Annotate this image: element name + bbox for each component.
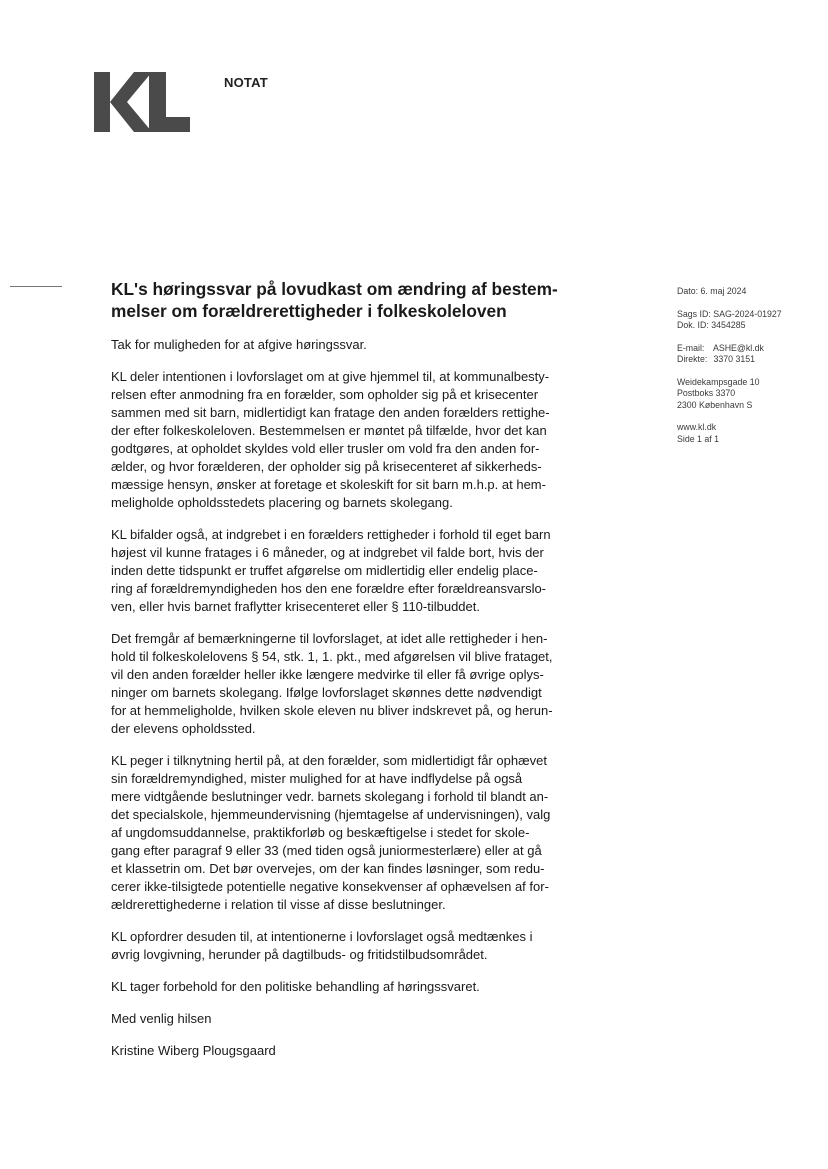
dok-id-label: Dok. ID: [677, 320, 709, 330]
sags-id-row [677, 309, 817, 321]
paragraph-line: Tak for muligheden for at afgive høringssvar. [111, 337, 367, 352]
paragraph-line: højest vil kunne fratages i 6 måneder, og at indgrebet vil falde bort, hvis der [111, 545, 544, 560]
paragraph-line: der elevens opholdssted. [111, 721, 256, 736]
address-line: Weidekampsgade 10 [677, 376, 760, 387]
body-paragraph [111, 526, 571, 616]
body-paragraph [111, 630, 571, 738]
body-paragraph [111, 1010, 571, 1028]
direct-phone-row [677, 354, 817, 366]
paragraph-line: ninger om barnets skolegang. Ifølge lovforslaget skønnes dette nødvendigt [111, 685, 542, 700]
body-paragraph [111, 928, 571, 964]
body-paragraph [111, 752, 571, 914]
address-line: 2300 København S [677, 399, 753, 410]
paragraph-line: sin forældremyndighed, mister mulighed for at have indflydelse på også [111, 771, 523, 786]
sags-id-label: Sags ID: [677, 308, 711, 319]
address-line: Postboks 3370 [677, 388, 736, 398]
sags-id-value: SAG-2024-01927 [713, 308, 782, 319]
paragraph-line: mæssige hensyn, ønsker at foretage et skoleskift for sit barn m.h.p. at hem- [111, 477, 546, 492]
date-row [677, 286, 817, 298]
paragraph-line: gang efter paragraf 9 eller 33 (med tiden også juniormesterlære) eller at gå [111, 843, 542, 858]
email-row [677, 343, 817, 355]
date-value: 6. maj 2024 [700, 286, 747, 296]
kl-logo [94, 72, 190, 132]
paragraph-line: Kristine Wiberg Plougsgaard [111, 1043, 276, 1058]
body-paragraph [111, 978, 571, 996]
paragraph-line: for at hemmeligholde, hvilken skole eleven nu bliver indskrevet på, og herun- [111, 703, 553, 718]
paragraph-line: meligholde opholdsstedets placering og barnets skolegang. [111, 495, 453, 510]
date-label: Dato: [677, 286, 699, 296]
paragraph-line: af ungdomsuddannelse, praktikforløb og beskæftigelse i stedet for skole- [111, 825, 530, 840]
paragraph-line: sammen med sit barn, midlertidigt kan fratage den anden forælders rettighe- [111, 405, 550, 420]
kl-logo-mark [94, 72, 190, 132]
paragraph-line: Med venlig hilsen [111, 1011, 212, 1026]
website-link[interactable]: www.kl.dk [677, 422, 717, 432]
title-line: KL's høringssvar på lovudkast om ændring af bestem- [111, 279, 558, 299]
letter-body [111, 278, 571, 1074]
paragraph-line: KL peger i tilknytning hertil på, at den forælder, som midlertidigt får ophævet [111, 753, 547, 768]
paragraph-line: vil den anden forælder heller ikke længere medvirke til eller få øvrige oplys- [111, 667, 544, 682]
email-label: E-mail: [677, 342, 705, 353]
body-paragraph [111, 1042, 571, 1060]
paragraph-line: hold til folkeskolelovens § 54, stk. 1, 1. pkt., med afgørelsen vil blive frataget, [111, 649, 553, 664]
paragraph-line: godtgøres, at opholdet skyldes vold eller trusler om vold fra den anden for- [111, 441, 540, 456]
direct-phone-value: 3370 3151 [713, 354, 756, 364]
paragraph-line: inden dette tidspunkt er truffet afgørelse om midlertidig eller endelig place- [111, 563, 538, 578]
paragraph-line: Det fremgår af bemærkningerne til lovforslaget, at idet alle rettigheder i hen- [111, 631, 548, 646]
paragraph-line: KL deler intentionen i lovforslaget om at give hjemmel til, at kommunalbesty- [111, 369, 550, 384]
paragraph-line: øvrig lovgivning, herunder på dagtilbuds- og fritidstilbudsområdet. [111, 947, 488, 962]
paragraph-line: det specialskole, hjemmeundervisning (hjemtagelse af undervisningen), valg [111, 807, 551, 822]
paragraph-line: et klassetrin om. Det bør overvejes, om der kan findes løsninger, som redu- [111, 861, 545, 876]
document-title [111, 278, 571, 322]
metadata-sidebar [677, 286, 817, 456]
paragraph-line: der efter folkeskoleloven. Bestemmelsen er møntet på tilfælde, hvor det kan [111, 423, 547, 438]
paragraphs [111, 336, 571, 1060]
body-paragraph [111, 336, 571, 354]
direct-phone-label: Direkte: [677, 354, 708, 364]
body-paragraph [111, 368, 571, 512]
margin-divider [10, 286, 62, 287]
paragraph-line: ven, eller hvis barnet fraflytter krisecenteret eller § 110-tilbuddet. [111, 599, 480, 614]
paragraph-line: KL bifalder også, at indgrebet i en forælders rettigheder i forhold til eget barn [111, 527, 551, 542]
paragraph-line: KL tager forbehold for den politiske behandling af høringssvaret. [111, 979, 480, 994]
dok-id-value: 3454285 [711, 320, 746, 330]
document-type-label: NOTAT [224, 75, 268, 90]
paragraph-line: KL opfordrer desuden til, at intentionerne i lovforslaget også medtænkes i [111, 929, 533, 944]
paragraph-line: mere vidtgående beslutninger vedr. barnets skolegang i forhold til blandt an- [111, 789, 549, 804]
paragraph-line: cerer ikke-tilsigtede potentielle negative konsekvenser af ophævelsen af for- [111, 879, 549, 894]
paragraph-line: ælder, og hvor forælderen, der opholder sig på krisecenteret af sikkerheds- [111, 459, 542, 474]
paragraph-line: relsen efter anmodning fra en forælder, som opholder sig på et krisecenter [111, 387, 539, 402]
title-line: melser om forældrerettigheder i folkeskoleloven [111, 301, 507, 321]
paragraph-line: ring af forældremyndigheden hos den ene forældre efter forældreansvarslo- [111, 581, 547, 596]
email-value[interactable]: ASHE@kl.dk [712, 342, 764, 353]
dok-id-row [677, 320, 817, 332]
paragraph-line: ældrerettighederne i relation til visse af disse beslutninger. [111, 897, 446, 912]
page-number: Side 1 af 1 [677, 433, 720, 444]
